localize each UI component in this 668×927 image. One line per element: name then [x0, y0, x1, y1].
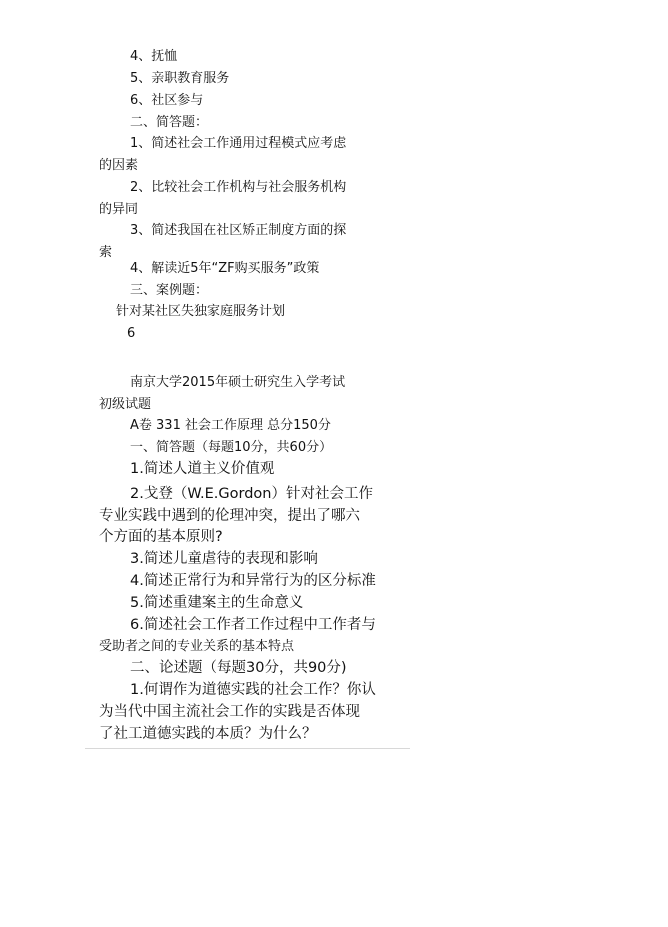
question: 5.简述重建案主的生命意义 — [130, 595, 304, 611]
text-line: 的异同 — [99, 202, 139, 217]
section-heading: 二、简答题： — [130, 115, 209, 130]
text-line: 针对某社区失独家庭服务计划 — [116, 304, 286, 319]
question: 6.简述社会工作者工作过程中工作者与 — [130, 617, 376, 633]
text-line: 5、亲职教育服务 — [130, 71, 230, 86]
text-line: 的因素 — [99, 158, 139, 173]
question: 个方面的基本原则? — [99, 529, 223, 545]
text-line: 6、社区参与 — [130, 93, 204, 108]
question: 1.何谓作为道德实践的社会工作？你认 — [130, 682, 376, 698]
section-heading: 二、论述题（每题30分，共90分) — [130, 660, 347, 676]
page-number: 6 — [127, 326, 136, 341]
text-line: 1、简述社会工作通用过程模式应考虑 — [130, 136, 347, 151]
text-line: 2、比较社会工作机构与社会服务机构 — [130, 180, 347, 195]
text-line: 3、简述我国在社区矫正制度方面的探 — [130, 223, 347, 238]
question: 3.简述儿童虐待的表现和影响 — [130, 551, 318, 567]
question: 为当代中国主流社会工作的实践是否体现 — [99, 704, 360, 720]
exam-title: 南京大学2015年硕士研究生入学考试 — [130, 375, 346, 390]
question: 了社工道德实践的本质？为什么？ — [99, 726, 317, 742]
section-heading: 三、案例题： — [130, 283, 209, 298]
page-divider — [85, 748, 410, 749]
text-line: 索 — [99, 245, 113, 260]
question: 4.简述正常行为和异常行为的区分标准 — [130, 573, 376, 589]
exam-subtitle: A卷 331 社会工作原理 总分150分 — [130, 418, 331, 433]
text-line: 4、解读近5年“ZF购买服务”政策 — [130, 261, 320, 276]
question: 2.戈登（W.E.Gordon）针对社会工作 — [130, 486, 373, 502]
exam-title: 初级试题 — [99, 397, 152, 412]
question: 专业实践中遇到的伦理冲突，提出了哪六 — [99, 508, 360, 524]
text-line: 4、抚恤 — [130, 49, 178, 64]
question: 受助者之间的专业关系的基本特点 — [99, 639, 295, 654]
section-heading: 一、简答题（每题10分，共60分） — [130, 440, 333, 455]
question: 1.简述人道主义价值观 — [130, 461, 275, 477]
